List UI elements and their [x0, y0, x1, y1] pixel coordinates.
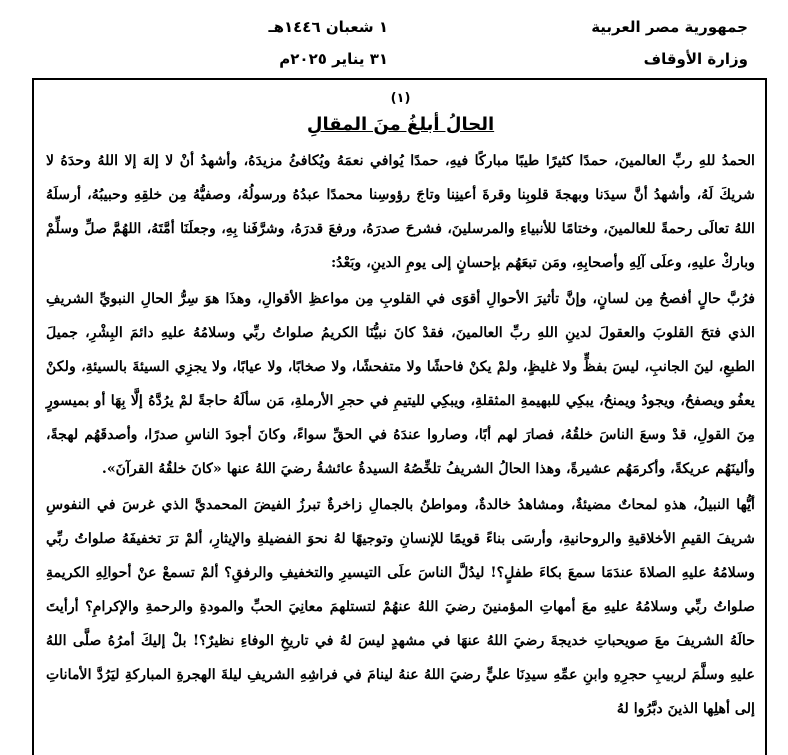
gregorian-date: ٣١ يناير ٢٠٢٥م: [279, 50, 388, 68]
country-name: جمهورية مصر العربية: [591, 18, 748, 36]
page-number: (١): [390, 91, 411, 106]
sermon-body: [32, 78, 767, 755]
sermon-title: الحالُ أبلغُ منَ المقالِ: [306, 114, 495, 135]
paragraph-body-2: أيُّها النبيلُ، هذهِ لمحاتٌ مضيئةٌ، ومشاهدُ خالدةٌ، ومواطنُ بالجمالِ زاخرةٌ تبرزُ الفيضَ المحمديَّ الذي غرسَ في النفوسِ شريفَ القيمِ الأخلاقيةِ والروحانيةِ، وأرسَى بناءً قويمًا للإنسانِ وتوجيهًا لهُ نحوَ الفضيلةِ والإيثارِ، ألمْ ترَ تخفيفَهُ صلواتُ ربِّي وسلامُهُ عليهِ الصلاةَ عندَمَا سمعَ بكاءَ طفلٍ؟! ليدُلَّ الناسَ علَى التيسيرِ والتخفيفِ والرفقِ؟ ألمْ تسمعْ عنْ أحوالِهِ الكريمةِ صلواتُ ربِّي وسلامُهُ عليهِ معَ أمهاتِ المؤمنينَ رضيَ اللهُ عنهُمْ لتستلهمَ معانِيَ الحبِّ والمودةِ والرحمةِ والإكرامِ؟ أرأيتَ حالَهُ الشريفَ معَ صويحباتِ خديجةَ رضيَ اللهُ عنهَا في مشهدٍ ليسَ لهُ في تاريخِ الوفاءِ نظيرٌ؟! بلْ إليكَ أمرُهُ صلَّى اللهُ عليهِ وسلَّمَ لربيبِ حجرِهِ وابنِ عمِّهِ سيدِنَا عليٍّ رضيَ اللهُ عنهُ لينامَ في فراشِهِ الشريفِ ليلةَ الهجرةِ المباركةِ ليَرُدَّ الأماناتِ إلى أهلِها الذينَ دبَّرُوا لهُ: [46, 497, 755, 717]
paragraph-opening: الحمدُ للهِ ربِّ العالمينَ، حمدًا كثيرًا طيبًا مباركًا فيهِ، حمدًا يُوافي نعمَهُ ويُكافئُ مزيدَهُ، وأشهدُ أنْ لا إلهَ إلا اللهُ وحدَهُ لا شريكَ لَهُ، وأشهدُ أنَّ سيدَنا وبهجةَ قلوبِنا وقرةَ أعينِنا وتاجَ رؤوسِنا محمدًا عبدُهُ ورسولُهُ، وصفيُّهُ مِن خلقِهِ وحبيبُهُ، أرسلَهُ اللهُ تعالَى رحمةً للعالمينَ، وختامًا للأنبياءِ والمرسلينَ، فشرحَ صدرَهُ، ورفعَ قدرَهُ، وشرَّفَنا بِهِ، وجعلَنَا أمَّتَهُ، اللهُمَّ صلِّ وسلِّمْ وباركْ عليهِ، وعلَى آلِهِ وأصحابِهِ، ومَن تبعَهُم بإحسانٍ إلى يومِ الدينِ، وبَعْدُ:: [46, 153, 755, 271]
document-header: [28, 10, 768, 76]
paragraph-body-1: فرُبَّ حالٍ أفصحُ مِن لسانٍ، وإنَّ تأثيرَ الأحوالِ أقوَى في القلوبِ مِن مواعظِ الأقوالِ، وهذَا هوَ سِرُّ الحالِ النبويِّ الشريفِ الذي فتحَ القلوبَ والعقولَ لدينِ اللهِ ربِّ العالمينَ، فقدْ كانَ نبيُّنَا الكريمُ صلواتُ ربِّي وسلامُهُ عليهِ دائمَ البِشْرِ، جميلَ الطبعِ، لينَ الجانبِ، ليسَ بفظٍّ ولا غليظٍ، ولمْ يكنْ فاحشًا ولا متفحشًا، ولا صخابًا، ولا عيابًا، ولا يجزِي السيئةَ بالسيئةِ، ولكنْ يعفُو ويصفحُ، ويجودُ ويمنحُ، يبكِي للبهيمةِ المثقلةِ، ويبكِي لليتيمِ في حجرِ الأرملةِ، مَن سألَهُ حاجةً لمْ يرُدَّهُ إلَّا بِهَا أو بميسورٍ مِنَ القولِ، قدْ وسعَ الناسَ خلقُهُ، فصارَ لهم أبًا، وصاروا عندَهُ في الحقِّ سواءً، وكانَ أجودَ الناسِ صدرًا، وأصدقَهُم لهجةً، وألينَهُم عريكةً، وأكرمَهُم عشيرةً، وهذا الحالُ الشريفُ تلخِّصُهُ السيدةُ عائشةُ رضيَ اللهُ عنها «كانَ خلقُهُ القرآنَ».: [46, 291, 755, 477]
hijri-date: ١ شعبان ١٤٤٦هـ: [268, 18, 388, 36]
ministry-name: وزارة الأوقاف: [643, 50, 748, 68]
